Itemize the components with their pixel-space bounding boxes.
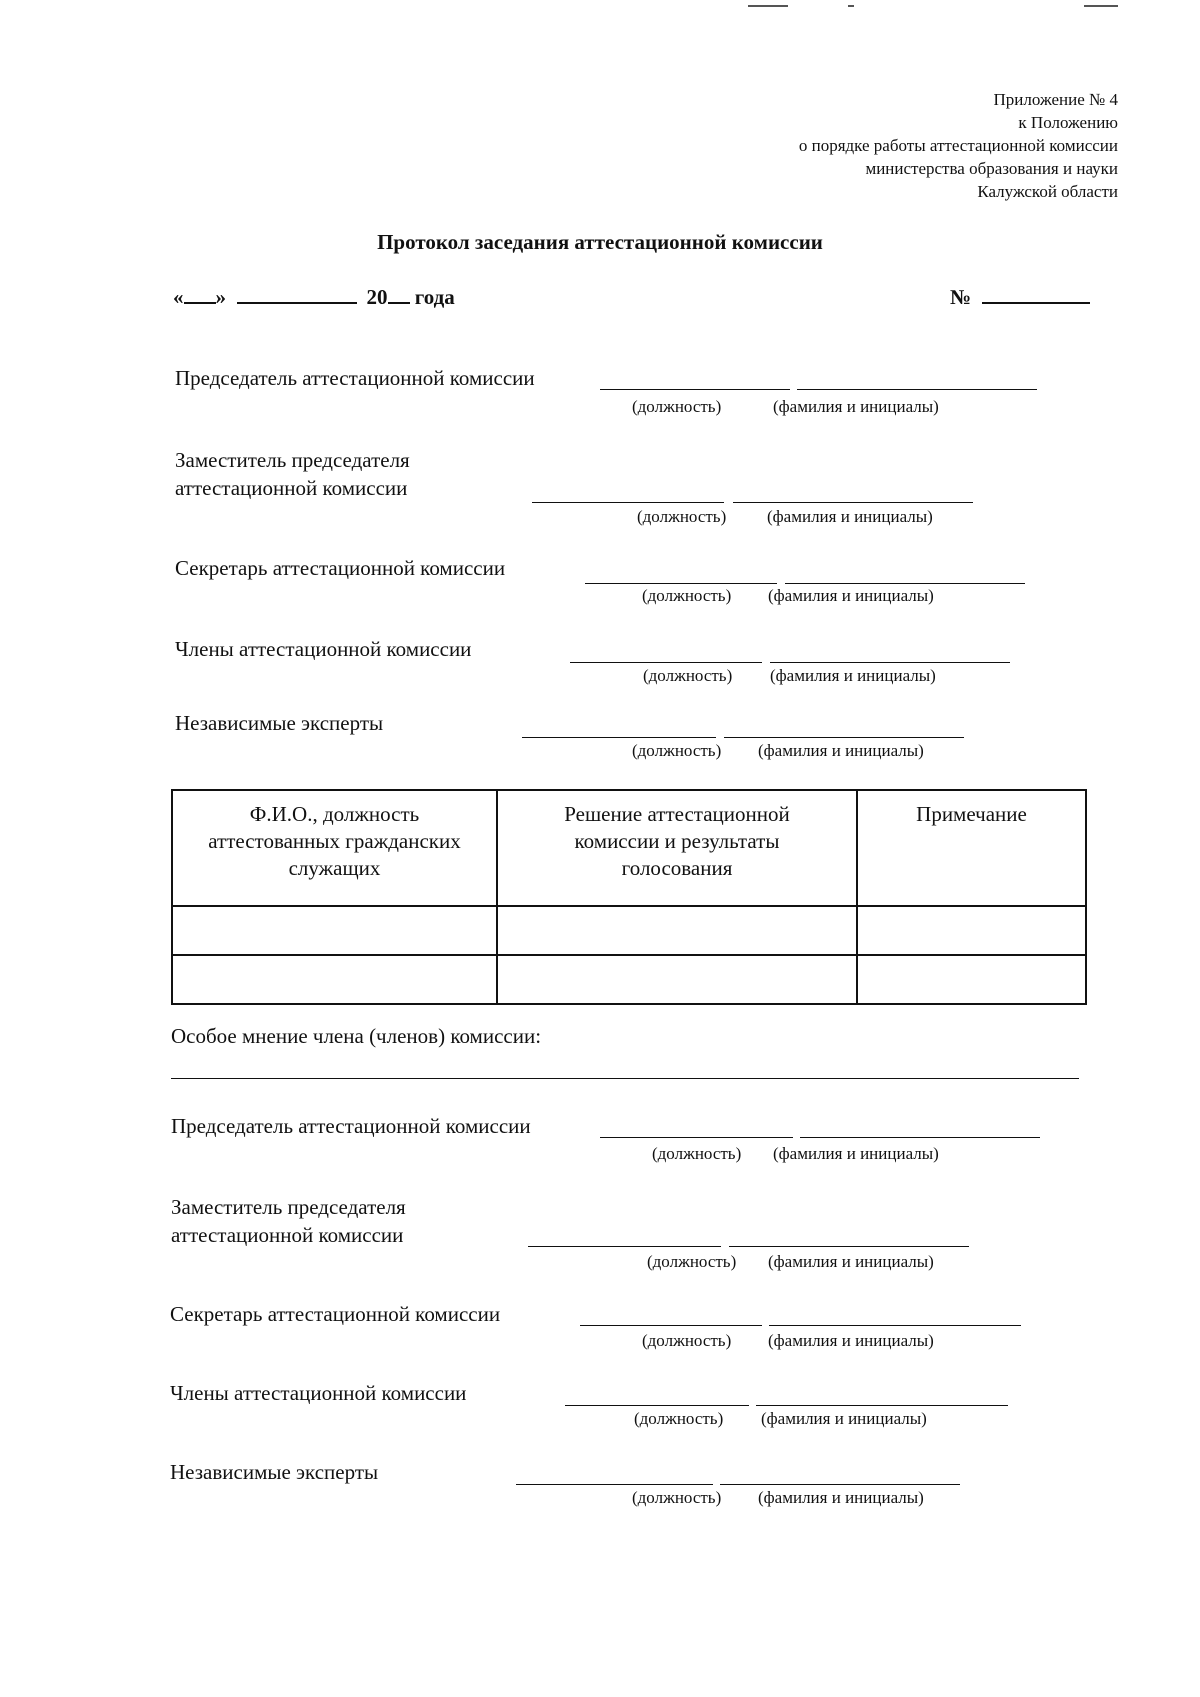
name-line[interactable] [756,1405,1008,1406]
role-experts: Независимые эксперты [170,1460,379,1484]
role-deputy-line1: Заместитель председателя [175,448,410,472]
role-experts: Независимые эксперты [175,711,384,735]
name-caption: (фамилия и инициалы) [767,507,933,526]
name-caption: (фамилия и инициалы) [770,666,936,685]
table-row [172,906,1086,955]
position-caption: (должность) [642,586,732,605]
close-quote: » [215,285,226,309]
table-cell[interactable] [857,906,1086,955]
annex-line: о порядке работы аттестационной комиссии [798,136,1118,155]
position-caption: (должность) [632,741,722,760]
annex-line: Приложение № 4 [993,90,1118,109]
position-caption: (должность) [642,1331,732,1350]
name-caption: (фамилия и инициалы) [768,1331,934,1350]
attestation-results-table [171,789,1087,1005]
role-secretary: Секретарь аттестационной комиссии [170,1302,501,1326]
role-chair: Председатель аттестационной комиссии [171,1114,531,1138]
annex-line: министерства образования и науки [865,159,1118,178]
position-line[interactable] [532,502,724,503]
special-opinion-line[interactable] [171,1078,1079,1079]
position-caption: (должность) [637,507,727,526]
month-blank[interactable] [237,284,357,304]
position-caption: (должность) [632,397,722,416]
name-line[interactable] [729,1246,969,1247]
name-caption: (фамилия и инициалы) [768,586,934,605]
name-line[interactable] [733,502,973,503]
annex-line: к Положению [1018,113,1118,132]
scan-artifact [848,5,854,7]
date-field[interactable] [173,284,455,310]
name-line[interactable] [797,389,1037,390]
role-members: Члены аттестационной комиссии [175,637,472,661]
name-caption: (фамилия и инициалы) [773,1144,939,1163]
position-line[interactable] [565,1405,749,1406]
name-caption: (фамилия и инициалы) [758,1488,924,1507]
position-line[interactable] [585,583,777,584]
header-line: Решение аттестационной [564,802,790,826]
name-line[interactable] [785,583,1025,584]
name-line[interactable] [769,1325,1021,1326]
position-line[interactable] [522,737,716,738]
table-header-cell [172,790,497,906]
role-secretary: Секретарь аттестационной комиссии [175,556,506,580]
position-line[interactable] [600,389,790,390]
role-chair: Председатель аттестационной комиссии [175,366,535,390]
annex-block [799,88,1118,203]
table-header-row [172,790,1086,906]
year-word: года [414,285,455,309]
number-blank[interactable] [982,284,1090,304]
header-line: комиссии и результаты [574,829,780,853]
table-cell[interactable] [172,955,497,1004]
header-line: служащих [288,856,381,880]
name-caption: (фамилия и инициалы) [773,397,939,416]
header-line: Примечание [916,802,1027,826]
position-line[interactable] [580,1325,762,1326]
name-line[interactable] [800,1137,1040,1138]
header-line: голосования [621,856,733,880]
table-header-cell [857,790,1086,906]
position-caption: (должность) [647,1252,737,1271]
role-deputy-line1: Заместитель председателя [171,1195,406,1219]
table-row [172,955,1086,1004]
position-caption: (должность) [643,666,733,685]
role-deputy-line2: аттестационной комиссии [175,476,408,500]
position-line[interactable] [570,662,762,663]
year-blank[interactable] [388,284,410,304]
year-prefix: 20 [366,285,388,309]
name-line[interactable] [720,1484,960,1485]
scan-artifact [748,5,788,7]
role-members: Члены аттестационной комиссии [170,1381,467,1405]
document-title: Протокол заседания аттестационной комиссии [377,230,823,254]
position-line[interactable] [516,1484,713,1485]
day-blank[interactable] [184,284,216,304]
name-caption: (фамилия и инициалы) [761,1409,927,1428]
position-caption: (должность) [634,1409,724,1428]
name-line[interactable] [770,662,1010,663]
table-cell[interactable] [172,906,497,955]
annex-line: Калужской области [977,182,1118,201]
name-caption: (фамилия и инициалы) [768,1252,934,1271]
table-cell[interactable] [497,955,857,1004]
name-caption: (фамилия и инициалы) [758,741,924,760]
open-quote: « [173,285,184,309]
role-deputy-line2: аттестационной комиссии [171,1223,404,1247]
table-cell[interactable] [497,906,857,955]
name-line[interactable] [724,737,964,738]
position-caption: (должность) [632,1488,722,1507]
special-opinion-label: Особое мнение члена (членов) комиссии: [171,1024,542,1048]
header-line: аттестованных гражданских [208,829,461,853]
table-cell[interactable] [857,955,1086,1004]
position-caption: (должность) [652,1144,742,1163]
position-line[interactable] [600,1137,793,1138]
header-line: Ф.И.О., должность [249,802,420,826]
number-sign: № [950,285,972,309]
table-header-cell [497,790,857,906]
position-line[interactable] [528,1246,721,1247]
protocol-number-field[interactable] [950,284,1090,310]
scan-artifact [1084,5,1118,7]
